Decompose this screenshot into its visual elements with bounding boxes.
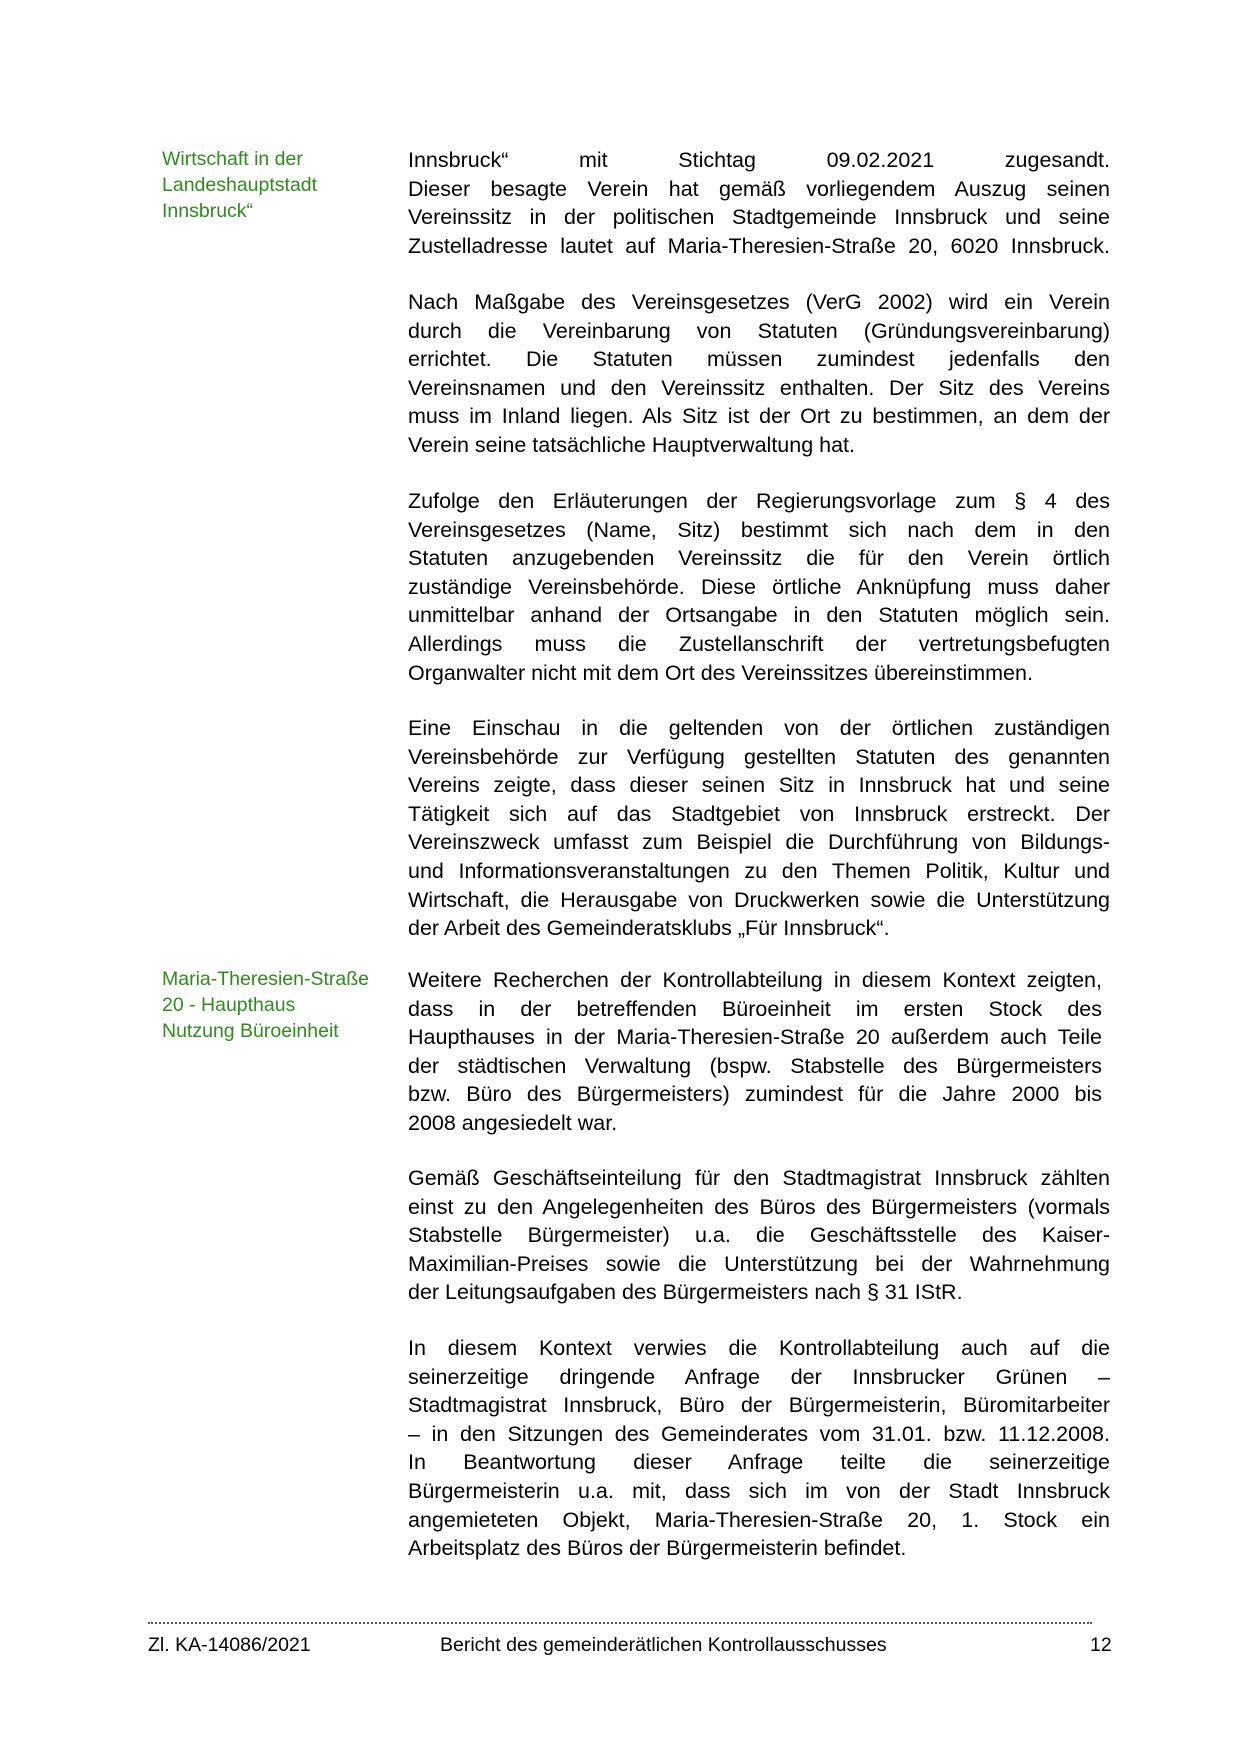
text-line: Arbeitsplatz des Büros der Bürgermeisterin befindet.	[408, 1536, 907, 1561]
text-line: Allerdings muss die Zustellanschrift der vertretungsbefugten	[408, 631, 1110, 656]
text-line: Vereins zeigte, dass dieser seinen Sitz in Innsbruck hat und seine	[408, 773, 1110, 798]
text-line: seinerzeitige dringende Anfrage der Innsbrucker Grünen –	[408, 1364, 1110, 1389]
text-line: und Informationsveranstaltungen zu den Themen Politik, Kultur und	[408, 858, 1110, 883]
text-line: Organwalter nicht mit dem Ort des Vereinssitzes übereinstimmen.	[408, 660, 1033, 685]
paragraph-4	[408, 714, 1110, 943]
text-line: Haupthauses in der Maria-Theresien-Straße 20 außerdem auch Teile	[408, 1025, 1102, 1050]
text-line: Dieser besagte Verein hat gemäß vorliegendem Auszug seinen	[408, 176, 1110, 201]
text-line: muss im Inland liegen. Als Sitz ist der Ort zu bestimmen, an dem der	[408, 404, 1110, 429]
text-line: Vereinsgesetzes (Name, Sitz) bestimmt sich nach dem in den	[408, 517, 1110, 542]
text-line: dass in der betreffenden Büroeinheit im ersten Stock des	[408, 996, 1102, 1021]
text-line: Nach Maßgabe des Vereinsgesetzes (VerG 2002) wird ein Verein	[408, 290, 1110, 314]
text-line: Statuten anzugebenden Vereinssitz die für den Verein örtlich	[408, 546, 1110, 571]
text-line: einst zu den Angelegenheiten des Büros des Bürgermeisters (vormals	[408, 1194, 1110, 1219]
text-line: Verein seine tatsächliche Hauptverwaltung hat.	[408, 432, 855, 457]
text-line: Weitere Recherchen der Kontrollabteilung in diesem Kontext zeigten,	[408, 968, 1102, 992]
footer-dotted-divider	[148, 1622, 1092, 1624]
text-line: Gemäß Geschäftseinteilung für den Stadtmagistrat Innsbruck zählten	[408, 1166, 1110, 1190]
sidebar-heading-line: 20 - Haupthaus	[162, 994, 296, 1016]
text-line: Stadtmagistrat Innsbruck, Büro der Bürgermeisterin, Büromitarbeiter	[408, 1393, 1110, 1418]
text-line: 2008 angesiedelt war.	[408, 1110, 618, 1135]
sidebar-heading-maria-theresien	[162, 966, 392, 1044]
text-line: bzw. Büro des Bürgermeisters) zumindest für die Jahre 2000 bis	[408, 1082, 1102, 1107]
text-line: Zustelladresse lautet auf Maria-Theresien-Straße 20, 6020 Innsbruck.	[408, 233, 1110, 258]
text-line: Maximilian-Preises sowie die Unterstützung bei der Wahrnehmung	[408, 1251, 1110, 1276]
text-line: – in den Sitzungen des Gemeinderates vom 31.01. bzw. 11.12.2008.	[408, 1421, 1110, 1446]
text-line: In diesem Kontext verwies die Kontrollabteilung auch auf die	[408, 1336, 1110, 1360]
paragraph-2	[408, 288, 1110, 460]
paragraph-3	[408, 487, 1110, 687]
text-line: Bürgermeisterin u.a. mit, dass sich im von der Stadt Innsbruck	[408, 1478, 1110, 1503]
text-line: Zufolge den Erläuterungen der Regierungsvorlage zum § 4 des	[408, 489, 1110, 513]
text-line: Vereinsnamen und den Vereinssitz enthalten. Der Sitz des Vereins	[408, 375, 1110, 400]
sidebar-heading-line: Innsbruck“	[162, 200, 254, 222]
text-line: Eine Einschau in die geltenden von der örtlichen zuständigen	[408, 716, 1110, 740]
text-line: der städtischen Verwaltung (bspw. Stabstelle des Bürgermeisters	[408, 1053, 1102, 1078]
text-line: unmittelbar anhand der Ortsangabe in den Statuten möglich sein.	[408, 603, 1110, 628]
text-line: In Beantwortung dieser Anfrage teilte die seinerzeitige	[408, 1450, 1110, 1475]
text-line: Vereinssitz in der politischen Stadtgemeinde Innsbruck und seine	[408, 205, 1110, 230]
paragraph-6	[408, 1164, 1110, 1307]
text-line: angemieteten Objekt, Maria-Theresien-Straße 20, 1. Stock ein	[408, 1507, 1110, 1532]
footer-reference: Zl. KA-14086/2021	[148, 1634, 311, 1656]
text-line: Vereinszweck umfasst zum Beispiel die Durchführung von Bildungs-	[408, 830, 1110, 855]
text-line: der Arbeit des Gemeinderatsklubs „Für Innsbruck“.	[408, 916, 890, 941]
sidebar-heading-line: Landeshauptstadt	[162, 174, 318, 196]
paragraph-7	[408, 1334, 1110, 1563]
sidebar-heading-wirtschaft	[162, 146, 392, 224]
text-line: Vereinsbehörde zur Verfügung gestellten Statuten des genannten	[408, 744, 1110, 769]
text-line: durch die Vereinbarung von Statuten (Gründungsvereinbarung)	[408, 318, 1110, 343]
footer-page-number: 12	[1090, 1634, 1112, 1656]
paragraph-5	[408, 966, 1102, 1138]
sidebar-heading-line: Maria-Theresien-Straße	[162, 968, 369, 990]
text-line: errichtet. Die Statuten müssen zumindest jedenfalls den	[408, 347, 1110, 372]
footer-title: Bericht des gemeinderätlichen Kontrollausschusses	[440, 1634, 887, 1656]
text-line: der Leitungsaufgaben des Bürgermeisters nach § 31 IStR.	[408, 1280, 963, 1305]
text-line: Innsbruck“ mit Stichtag 09.02.2021 zugesandt.	[408, 148, 1110, 172]
text-line: Tätigkeit sich auf das Stadtgebiet von Innsbruck erstreckt. Der	[408, 801, 1110, 826]
sidebar-heading-line: Wirtschaft in der	[162, 148, 303, 170]
paragraph-1	[408, 146, 1110, 260]
text-line: Stabstelle Bürgermeister) u.a. die Geschäftsstelle des Kaiser-	[408, 1223, 1110, 1248]
sidebar-heading-line: Nutzung Büroeinheit	[162, 1020, 339, 1042]
text-line: zuständige Vereinsbehörde. Diese örtliche Anknüpfung muss daher	[408, 574, 1110, 599]
text-line: Wirtschaft, die Herausgabe von Druckwerken sowie die Unterstützung	[408, 887, 1110, 912]
